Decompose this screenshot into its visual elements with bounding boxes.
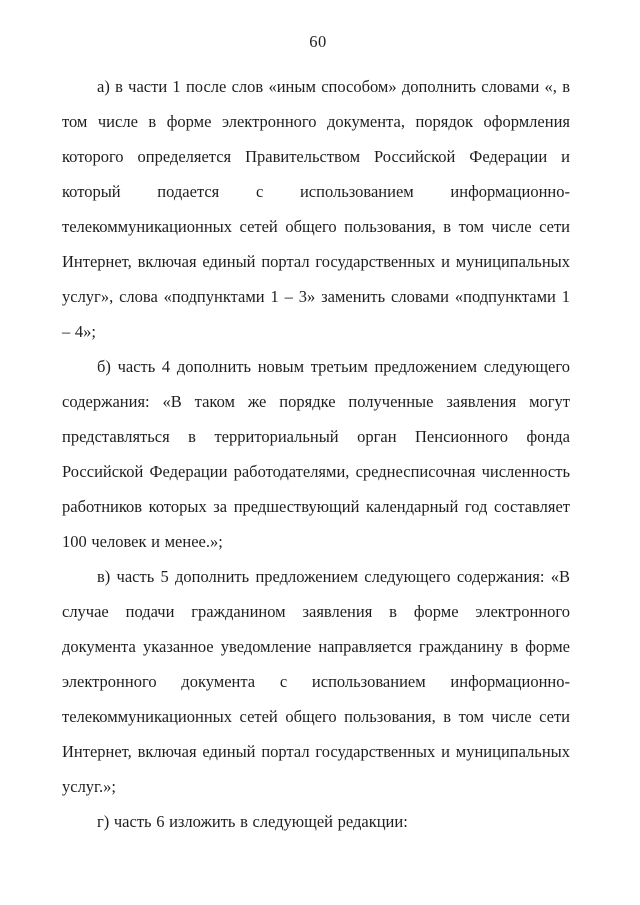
paragraph-amendment-v: в) часть 5 дополнить предложением следующего содержания: «В случае подачи гражданином заявления в форме электронного документа указанное уведомление направляется гражданину в форме электронного документа с использованием информационно-телекоммуникационных сетей общего пользования, в том числе сети Интернет, включая единый портал государственных и муниципальных услуг.»; — [62, 567, 570, 796]
paragraph-amendment-a: а) в части 1 после слов «иным способом» дополнить словами «, в том числе в форме электронного документа, порядок оформления которого определяется Правительством Российской Федерации и который подается с использованием информационно-телекоммуникационных сетей общего пользования, в том числе сети Интернет, включая единый портал государственных и муниципальных услуг», слова «подпунктами 1 – 3» заменить словами «подпунктами 1 – 4»; — [62, 77, 570, 341]
page-number: 60 — [309, 32, 327, 51]
paragraph-amendment-b: б) часть 4 дополнить новым третьим предложением следующего содержания: «В таком же порядке полученные заявления могут представляться в территориальный орган Пенсионного фонда Российской Федерации работодателями, среднесписочная численность работников которых за предшествующий календарный год составляет 100 человек и менее.»; — [62, 357, 570, 551]
document-body — [62, 69, 570, 839]
paragraph-amendment-g: г) часть 6 изложить в следующей редакции: — [97, 812, 408, 831]
